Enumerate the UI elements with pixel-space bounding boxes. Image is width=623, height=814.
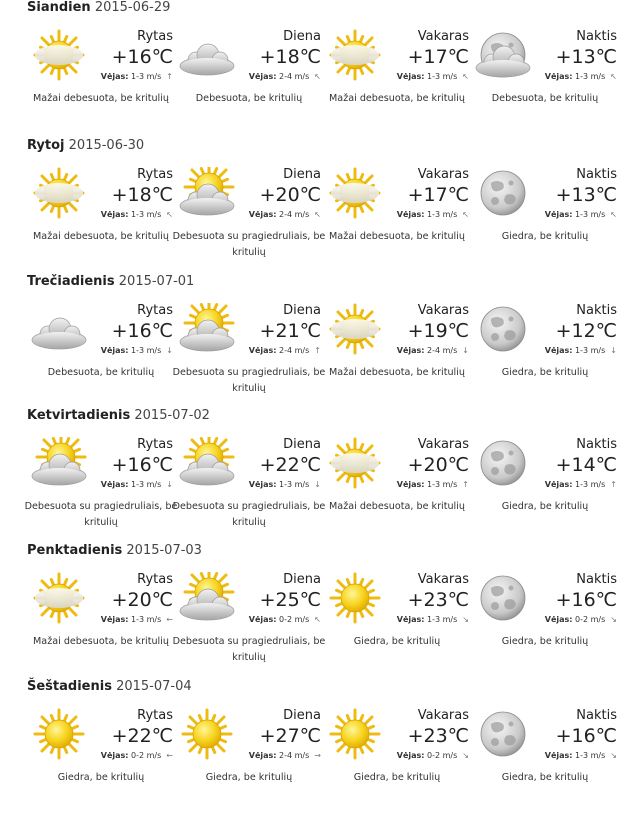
period-label: Vakaras <box>417 437 469 452</box>
wind-info <box>545 480 617 489</box>
partly-cloudy-icon <box>29 572 89 624</box>
temperature: +22℃ <box>259 454 321 476</box>
wind-speed: 1-3 m/s <box>427 615 458 624</box>
day-title <box>27 543 202 558</box>
wind-info <box>249 615 321 624</box>
temperature: +16℃ <box>555 589 617 611</box>
wind-label: Vėjas: <box>396 615 425 624</box>
wind-direction-arrow: ↖ <box>314 210 321 219</box>
wind-direction-arrow: ↖ <box>462 210 469 219</box>
temperature: +16℃ <box>111 320 173 342</box>
wind-label: Vėjas: <box>396 346 425 355</box>
wind-info <box>397 210 469 219</box>
period-label: Vakaras <box>417 29 469 44</box>
partly-cloudy-icon <box>325 437 385 489</box>
sun-icon <box>177 708 237 760</box>
wind-info <box>249 72 321 81</box>
wind-info <box>101 751 173 760</box>
forecast-period <box>471 433 619 543</box>
wind-direction-arrow: ↓ <box>314 480 321 489</box>
wind-speed: 1-3 m/s <box>131 72 162 81</box>
wind-speed: 1-3 m/s <box>575 210 606 219</box>
wind-direction-arrow: ↘ <box>462 751 469 760</box>
forecast-period <box>323 25 471 135</box>
period-label: Vakaras <box>417 572 469 587</box>
temperature: +18℃ <box>259 46 321 68</box>
forecast-period <box>471 568 619 678</box>
period-label: Rytas <box>137 167 173 182</box>
day-title <box>27 274 194 289</box>
wind-label: Vėjas: <box>100 480 129 489</box>
wind-label: Vėjas: <box>100 72 129 81</box>
forecast-period <box>27 163 175 273</box>
day-name: Rytoj <box>27 138 65 153</box>
moon-icon <box>473 708 533 760</box>
wind-info <box>545 72 617 81</box>
wind-label: Vėjas: <box>396 480 425 489</box>
temperature: +25℃ <box>259 589 321 611</box>
sun-behind-cloud-icon <box>29 437 89 489</box>
forecast-period <box>24 433 178 543</box>
wind-speed: 0-2 m/s <box>427 751 458 760</box>
partly-cloudy-icon <box>325 29 385 81</box>
sun-icon <box>325 708 385 760</box>
forecast-period <box>471 25 619 135</box>
wind-speed: 2-4 m/s <box>279 751 310 760</box>
wind-speed: 0-2 m/s <box>131 751 162 760</box>
weather-description: Debesuota, be kritulių <box>47 367 155 378</box>
wind-direction-arrow: ↓ <box>166 346 173 355</box>
wind-info <box>545 751 617 760</box>
weather-description: Mažai debesuota, be kritulių <box>329 367 465 378</box>
day-title <box>27 408 210 423</box>
wind-info <box>101 210 173 219</box>
weather-description: Debesuota, be kritulių <box>195 93 303 104</box>
sun-icon <box>325 572 385 624</box>
period-label: Diena <box>283 437 321 452</box>
wind-direction-arrow: ↓ <box>610 346 617 355</box>
temperature: +20℃ <box>259 184 321 206</box>
weather-description: Mažai debesuota, be kritulių <box>33 636 169 647</box>
temperature: +17℃ <box>407 46 469 68</box>
weather-description: Giedra, be kritulių <box>501 636 589 647</box>
temperature: +23℃ <box>407 725 469 747</box>
weather-description: Debesuota su pragiedruliais, be kritulių <box>24 501 178 528</box>
temperature: +13℃ <box>555 184 617 206</box>
period-label: Diena <box>283 572 321 587</box>
period-label: Diena <box>283 708 321 723</box>
wind-direction-arrow: ↖ <box>610 72 617 81</box>
wind-label: Vėjas: <box>100 346 129 355</box>
wind-speed: 2-4 m/s <box>427 346 458 355</box>
temperature: +19℃ <box>407 320 469 342</box>
forecast-period <box>27 299 175 409</box>
wind-label: Vėjas: <box>248 72 277 81</box>
wind-info <box>249 210 321 219</box>
wind-direction-arrow: ↖ <box>314 615 321 624</box>
weather-description: Debesuota su pragiedruliais, be kritulių <box>172 231 326 258</box>
temperature: +27℃ <box>259 725 321 747</box>
wind-info <box>249 480 321 489</box>
wind-speed: 0-2 m/s <box>575 615 606 624</box>
wind-direction-arrow: ↓ <box>166 480 173 489</box>
wind-direction-arrow: ↖ <box>166 210 173 219</box>
weather-description: Giedra, be kritulių <box>353 636 441 647</box>
temperature: +20℃ <box>407 454 469 476</box>
weather-description: Debesuota su pragiedruliais, be kritulių <box>172 636 326 663</box>
weather-description: Debesuota su pragiedruliais, be kritulių <box>172 367 326 394</box>
forecast-period <box>323 299 471 409</box>
partly-cloudy-icon <box>29 167 89 219</box>
forecast-period <box>175 25 323 135</box>
temperature: +17℃ <box>407 184 469 206</box>
wind-info <box>545 346 617 355</box>
period-label: Naktis <box>576 708 617 723</box>
period-label: Rytas <box>137 708 173 723</box>
day-date: 2015-07-02 <box>134 408 210 423</box>
wind-speed: 2-4 m/s <box>279 346 310 355</box>
day-date: 2015-07-04 <box>116 679 192 694</box>
partly-cloudy-icon <box>325 167 385 219</box>
temperature: +23℃ <box>407 589 469 611</box>
wind-direction-arrow: ↘ <box>462 615 469 624</box>
forecast-period <box>27 25 175 135</box>
wind-label: Vėjas: <box>248 480 277 489</box>
period-label: Naktis <box>576 167 617 182</box>
wind-speed: 1-3 m/s <box>575 346 606 355</box>
cloudy-night-icon <box>473 29 533 81</box>
temperature: +18℃ <box>111 184 173 206</box>
sun-icon <box>29 708 89 760</box>
day-name: Šiandien <box>27 0 91 15</box>
partly-cloudy-icon <box>325 303 385 355</box>
forecast-period <box>323 163 471 273</box>
day-title <box>27 679 192 694</box>
wind-speed: 1-3 m/s <box>279 480 310 489</box>
period-label: Rytas <box>137 29 173 44</box>
period-label: Naktis <box>576 303 617 318</box>
sun-behind-cloud-icon <box>177 437 237 489</box>
wind-info <box>397 615 469 624</box>
moon-icon <box>473 437 533 489</box>
wind-label: Vėjas: <box>248 346 277 355</box>
period-label: Naktis <box>576 572 617 587</box>
wind-speed: 1-3 m/s <box>575 480 606 489</box>
weather-description: Debesuota su pragiedruliais, be kritulių <box>172 501 326 528</box>
weather-description: Giedra, be kritulių <box>353 772 441 783</box>
wind-label: Vėjas: <box>396 210 425 219</box>
wind-info <box>397 751 469 760</box>
wind-direction-arrow: ↖ <box>314 72 321 81</box>
wind-direction-arrow: ↖ <box>610 210 617 219</box>
forecast-period <box>323 704 471 814</box>
wind-speed: 0-2 m/s <box>279 615 310 624</box>
day-name: Ketvirtadienis <box>27 408 131 423</box>
wind-label: Vėjas: <box>100 615 129 624</box>
wind-speed: 1-3 m/s <box>575 751 606 760</box>
wind-label: Vėjas: <box>544 346 573 355</box>
moon-icon <box>473 572 533 624</box>
weather-description: Giedra, be kritulių <box>501 501 589 512</box>
period-label: Rytas <box>137 437 173 452</box>
wind-label: Vėjas: <box>100 210 129 219</box>
partly-cloudy-icon <box>29 29 89 81</box>
wind-label: Vėjas: <box>396 72 425 81</box>
forecast-period <box>323 433 471 543</box>
forecast-period <box>172 299 326 409</box>
wind-label: Vėjas: <box>544 751 573 760</box>
wind-info <box>101 72 173 81</box>
wind-label: Vėjas: <box>396 751 425 760</box>
sun-behind-cloud-icon <box>177 303 237 355</box>
wind-label: Vėjas: <box>544 210 573 219</box>
wind-info <box>545 615 617 624</box>
period-label: Naktis <box>576 437 617 452</box>
weather-description: Mažai debesuota, be kritulių <box>329 501 465 512</box>
weather-description: Mažai debesuota, be kritulių <box>33 231 169 242</box>
wind-info <box>101 615 173 624</box>
wind-speed: 1-3 m/s <box>427 72 458 81</box>
temperature: +21℃ <box>259 320 321 342</box>
forecast-period <box>471 163 619 273</box>
forecast-period <box>27 568 175 678</box>
wind-speed: 1-3 m/s <box>131 615 162 624</box>
wind-info <box>101 480 173 489</box>
wind-label: Vėjas: <box>248 751 277 760</box>
moon-icon <box>473 167 533 219</box>
wind-direction-arrow: ↑ <box>610 480 617 489</box>
wind-speed: 2-4 m/s <box>279 72 310 81</box>
weather-description: Mažai debesuota, be kritulių <box>33 93 169 104</box>
weather-description: Debesuota, be kritulių <box>491 93 599 104</box>
forecast-period <box>471 299 619 409</box>
temperature: +12℃ <box>555 320 617 342</box>
forecast-period <box>323 568 471 678</box>
wind-label: Vėjas: <box>248 615 277 624</box>
weather-description: Mažai debesuota, be kritulių <box>329 231 465 242</box>
forecast-period <box>27 704 175 814</box>
wind-info <box>249 346 321 355</box>
wind-direction-arrow: ↑ <box>166 72 173 81</box>
day-date: 2015-06-29 <box>94 0 171 15</box>
weather-description: Giedra, be kritulių <box>501 367 589 378</box>
wind-speed: 1-3 m/s <box>131 210 162 219</box>
wind-label: Vėjas: <box>544 72 573 81</box>
temperature: +16℃ <box>111 46 173 68</box>
temperature: +16℃ <box>111 454 173 476</box>
sun-behind-cloud-icon <box>177 167 237 219</box>
forecast-period <box>471 704 619 814</box>
weather-description: Mažai debesuota, be kritulių <box>329 93 465 104</box>
period-label: Vakaras <box>417 303 469 318</box>
wind-speed: 1-3 m/s <box>575 72 606 81</box>
weather-description: Giedra, be kritulių <box>57 772 145 783</box>
wind-direction-arrow: ← <box>166 615 173 624</box>
forecast-period <box>172 568 326 678</box>
day-title <box>27 0 170 15</box>
wind-info <box>397 480 469 489</box>
weather-description: Giedra, be kritulių <box>501 231 589 242</box>
forecast-period <box>172 163 326 273</box>
day-date: 2015-06-30 <box>68 138 145 153</box>
wind-speed: 1-3 m/s <box>131 346 162 355</box>
temperature: +13℃ <box>555 46 617 68</box>
temperature: +20℃ <box>111 589 173 611</box>
period-label: Naktis <box>576 29 617 44</box>
wind-label: Vėjas: <box>544 480 573 489</box>
sun-behind-cloud-icon <box>177 572 237 624</box>
cloudy-icon <box>29 303 89 355</box>
wind-label: Vėjas: <box>248 210 277 219</box>
wind-speed: 1-3 m/s <box>427 210 458 219</box>
wind-label: Vėjas: <box>100 751 129 760</box>
day-title <box>27 138 144 153</box>
period-label: Diena <box>283 29 321 44</box>
weather-description: Giedra, be kritulių <box>205 772 293 783</box>
wind-direction-arrow: ↘ <box>610 751 617 760</box>
wind-speed: 1-3 m/s <box>427 480 458 489</box>
temperature: +14℃ <box>555 454 617 476</box>
cloudy-icon <box>177 29 237 81</box>
wind-direction-arrow: ← <box>166 751 173 760</box>
wind-info <box>249 751 321 760</box>
period-label: Diena <box>283 303 321 318</box>
temperature: +22℃ <box>111 725 173 747</box>
wind-direction-arrow: → <box>314 751 321 760</box>
wind-direction-arrow: ↖ <box>462 72 469 81</box>
wind-label: Vėjas: <box>544 615 573 624</box>
period-label: Rytas <box>137 572 173 587</box>
wind-direction-arrow: ↘ <box>610 615 617 624</box>
day-name: Trečiadienis <box>27 274 115 289</box>
wind-info <box>397 346 469 355</box>
period-label: Rytas <box>137 303 173 318</box>
wind-info <box>101 346 173 355</box>
period-label: Vakaras <box>417 167 469 182</box>
temperature: +16℃ <box>555 725 617 747</box>
forecast-period <box>172 433 326 543</box>
weather-description: Giedra, be kritulių <box>501 772 589 783</box>
period-label: Vakaras <box>417 708 469 723</box>
forecast-period <box>175 704 323 814</box>
wind-direction-arrow: ↑ <box>314 346 321 355</box>
period-label: Diena <box>283 167 321 182</box>
moon-icon <box>473 303 533 355</box>
wind-speed: 1-3 m/s <box>131 480 162 489</box>
wind-direction-arrow: ↑ <box>462 480 469 489</box>
wind-info <box>545 210 617 219</box>
wind-speed: 2-4 m/s <box>279 210 310 219</box>
day-name: Penktadienis <box>27 543 123 558</box>
day-date: 2015-07-03 <box>126 543 202 558</box>
wind-direction-arrow: ↓ <box>462 346 469 355</box>
day-date: 2015-07-01 <box>118 274 195 289</box>
wind-info <box>397 72 469 81</box>
day-name: Šeštadienis <box>27 679 112 694</box>
